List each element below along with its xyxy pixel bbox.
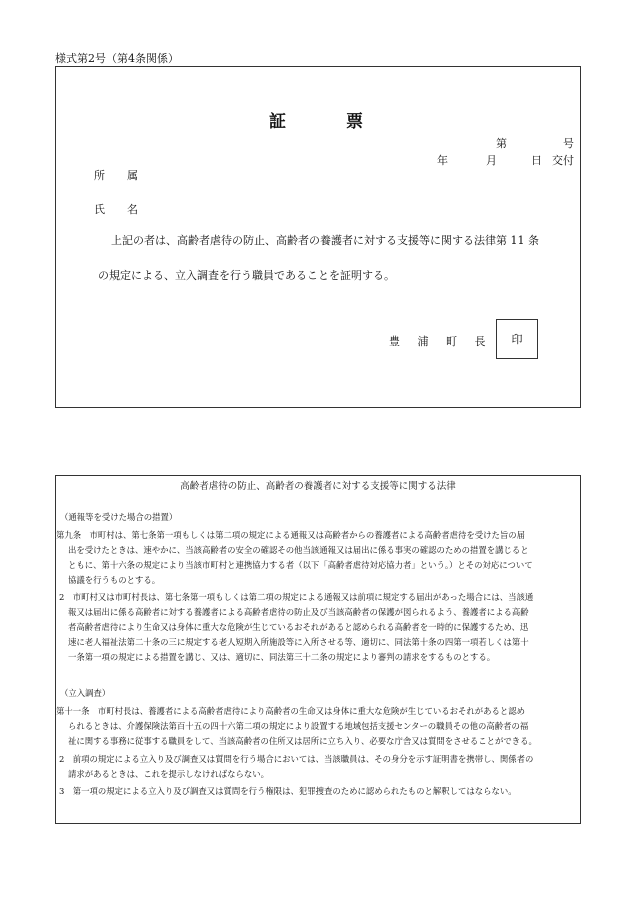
affiliation-label-a: 所	[94, 169, 105, 182]
name-label-a: 氏	[94, 203, 105, 216]
article-11-3-line: 3 第一項の規定による立入り及び調査又は質問を行う権限は、犯罪捜査のために認められたものと解釈してはならない。	[59, 786, 517, 796]
law-title: 高齢者虐待の防止、高齢者の養護者に対する支援等に関する法律	[180, 481, 456, 492]
article-9-2-line: 2 市町村又は市町村長は、第七条第一項もしくは第二項の規定による通報又は前項に規定する届出があった場合には、当該通	[59, 592, 534, 602]
article-9-2-line: 一条第一項の規定による措置を講じ、又は、適切に、同法第三十二条の規定により審判の請求をするものとする。	[68, 652, 496, 662]
article-9-line: 第九条 市町村は、第七条第一項もしくは第二項の規定による通報又は高齢者からの養護者による高齢者虐待を受けた旨の届	[56, 530, 525, 540]
certificate-number	[496, 135, 574, 151]
article-9-paragraph-2	[56, 590, 578, 665]
certification-line-2: の規定による、立入調査を行う職員であることを証明する。	[98, 269, 395, 282]
heading-onsite-inspection: （立入調査）	[60, 688, 111, 698]
article-9-line: 協議を行うものとする。	[68, 575, 161, 585]
name-field	[94, 201, 138, 217]
law-excerpt	[55, 475, 581, 824]
article-9-2-line: 者高齢者虐待により生命又は身体に重大な危険が生じているおそれがあると認められる高齢者を一時的に保護するため、迅	[68, 622, 529, 632]
article-9	[56, 528, 578, 588]
article-11-2-line: 請求があるときは、これを提示しなければならない。	[68, 769, 269, 779]
heading-report-measures: （通報等を受けた場合の措置）	[60, 512, 178, 522]
card-title-char-1: 証	[269, 112, 290, 132]
certification-line-1: 上記の者は、高齢者虐待の防止、高齢者の養護者に対する支援等に関する法律第 11 条	[111, 234, 539, 247]
card-title	[56, 107, 580, 132]
date-day: 日	[531, 154, 542, 167]
date-year: 年	[437, 154, 448, 167]
article-9-2-line: 報又は届出に係る高齢者に対する養護者による高齢者虐待の防止及び当該高齢者の保護が図られるよう、養護者による高齢	[68, 607, 529, 617]
article-11-line: 第十一条 市町村長は、養護者による高齢者虐待により高齢者の生命又は身体に重大な危険が生じているおそれがあると認め	[56, 706, 525, 716]
article-11-line: 祉に関する事務に従事する職員をして、当該高齢者の住所又は居所に立ち入り、必要な庁舎又は質問をさせることができる。	[68, 736, 537, 746]
affiliation-field	[94, 167, 138, 183]
article-9-line: ともに、第十六条の規定により当該市町村と連携協力する者（以下「高齢者虐待対応協力者」という。）とその対応について	[68, 560, 533, 570]
mayor-signature: 豊 浦 町 長	[389, 335, 493, 348]
affiliation-label-b: 属	[127, 169, 138, 182]
date-suffix: 交付	[552, 154, 574, 167]
name-label-b: 名	[127, 203, 138, 216]
date-month: 月	[486, 154, 497, 167]
article-11-paragraph-3	[56, 784, 578, 799]
issue-date	[437, 152, 574, 168]
article-11	[56, 704, 578, 749]
card-title-char-2: 票	[346, 112, 367, 132]
number-prefix: 第	[496, 137, 507, 150]
seal-box	[496, 319, 538, 359]
seal-label: 印	[511, 333, 523, 346]
article-11-paragraph-2	[56, 752, 578, 782]
article-9-line: 出を受けたときは、速やかに、当該高齢者の安全の確認その他当該通報又は届出に係る事実の確認のための措置を講じると	[68, 545, 529, 555]
number-suffix: 号	[563, 137, 574, 150]
article-11-line: られるときは、介護保険法第百十五の四十六第二項の規定により設置する地域包括支援センターの職員その他の高齢者の福	[68, 721, 529, 731]
article-11-2-line: 2 前項の規定による立入り及び調査又は質問を行う場合においては、当該職員は、その身分を示す証明書を携帯し、関係者の	[59, 754, 534, 764]
certificate-card	[55, 66, 581, 408]
article-9-2-line: 速に老人福祉法第二十条の三に規定する老人短期入所施設等に入所させる等、適切に、同法第十条の四第一項若しくは第十	[68, 637, 529, 647]
form-label: 様式第2号（第4条関係）	[55, 52, 179, 65]
